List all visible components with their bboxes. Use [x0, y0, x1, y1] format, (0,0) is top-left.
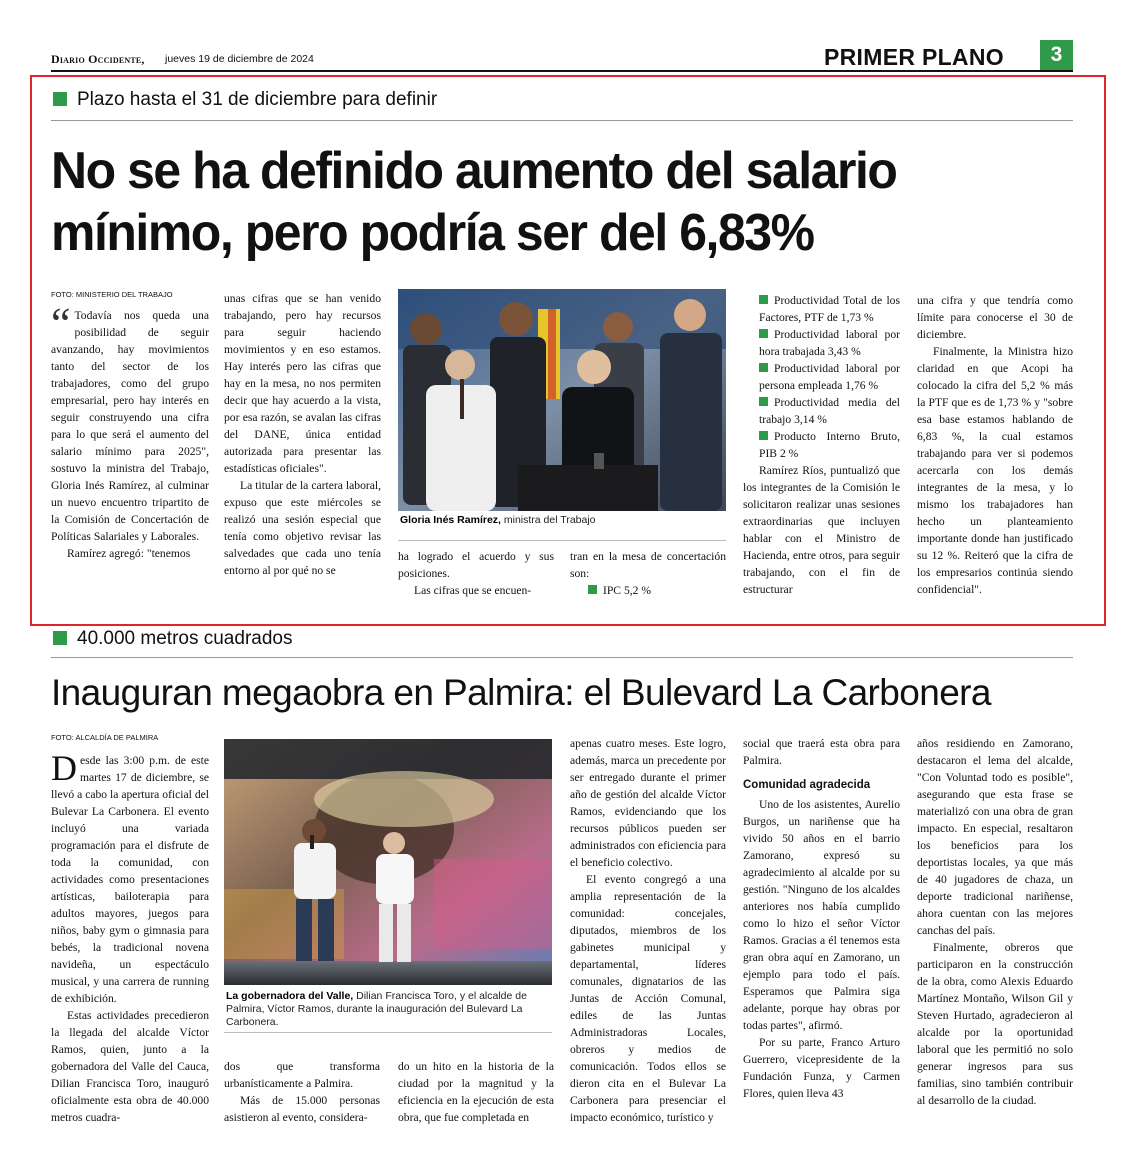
article1-column-5	[743, 292, 900, 598]
article2-col6-p1: años residiendo en Zamorano, destacaron el lema del alcalde, "Con Voluntad todo es posible", asegurando que esta frase se materializó con una obra de gran impacto. En especial, resaltaron los beneficios para los deportistas locales, ya que más de 40 jugadores de chaza, un deporte tradicional nariñense, ahora cuentan con las mejores canchas del país.	[917, 737, 1073, 937]
kicker-rule	[51, 657, 1073, 658]
article2-col5-p1: social que traerá esta obra para Palmira.	[743, 737, 900, 767]
article2-col1-p2: Estas actividades precedieron la llegada del alcalde Víctor Ramos, quien, junto a la gobernadora del Valle del Cauca, Dilian Francisca Toro, inauguró oficialmente esta obra de 40.000 metros cuadra-	[51, 1009, 209, 1124]
article1-photo-caption	[400, 514, 726, 527]
article2-col5-p3: Por su parte, Franco Arturo Guerrero, vicepresidente de la Fundación Funza, y Carmen Flores, quien lleva 43	[743, 1036, 900, 1100]
article1-col1-p1: Todavía nos queda una posibilidad de seguir avanzando, hay movimientos tanto del sector de los trabajadores, como del grupo empresarial, pero hay interés en seguir construyendo una cifra para lo que será el aumento del salario mínimo para 2025", sostuvo la ministra del Trabajo, Gloria Inés Ramírez, al culminar un nuevo encuentro tripartito de la Comisión de Concertación de Políticas Salariales y Laborales.	[51, 309, 209, 543]
article2-caption-text: Dilian Francisca Toro, y el alcalde de Palmira, Víctor Ramos, durante la inauguración del Bulevard La Carbonera.	[226, 990, 527, 1028]
article1-column-6	[917, 292, 1073, 598]
article2-column-6	[917, 735, 1073, 1109]
kicker-square-icon	[53, 631, 67, 645]
article1-kicker-text: Plazo hasta el 31 de diciembre para definir	[77, 89, 438, 110]
article1-col3-p2: Las cifras que se encuen-	[414, 584, 532, 597]
article2-photo-caption	[226, 990, 554, 1029]
article2-col3-p1: do un hito en la historia de la ciudad por la magnitud y la eficiencia en la ejecución de esta obra, que fue completada en	[398, 1060, 554, 1124]
article2-column-3	[398, 1058, 554, 1126]
dropcap: D	[51, 748, 77, 788]
article2-col2-p1: dos que transforma urbanísticamente a Palmira.	[224, 1060, 380, 1090]
article1-photo-credit: FOTO: MINISTERIO DEL TRABAJO	[51, 290, 173, 299]
newspaper-name: Diario Occidente,	[51, 52, 145, 66]
article2-kicker	[53, 628, 292, 650]
article2-col4-p2: El evento congregó a una amplia representación de la comunidad: concejales, diputados, miembros de los gabinetes municipal y departamental, líderes comunales, dignatarios de las Juntas de Acción Comunal, ediles de las Juntas Administradoras Locales, obreros y medios de comunicación. Todos ellos se dieron cita en el Bulevar La Carbonera para presenciar el impacto económico, turístico y	[570, 873, 726, 1124]
article2-column-1	[51, 748, 209, 1126]
article1-column-2	[224, 290, 381, 579]
article1-column-1	[51, 299, 209, 562]
article1-col1-p2: Ramírez agregó: "tenemos	[67, 547, 191, 560]
article2-caption-name: La gobernadora del Valle,	[226, 990, 354, 1002]
article1-col5-bullet5: Producto Interno Bruto, PIB 2 %	[743, 428, 900, 462]
article1-col5-bullet3: Productividad laboral por persona empleada 1,76 %	[743, 360, 900, 394]
article1-caption-name: Gloria Inés Ramírez,	[400, 514, 501, 526]
kicker-rule	[51, 120, 1073, 121]
issue-date: jueves 19 de diciembre de 2024	[165, 53, 314, 65]
kicker-square-icon	[53, 92, 67, 106]
bulevard-inauguration-photo	[224, 739, 552, 985]
page-number-badge: 3	[1040, 40, 1073, 72]
masthead-rule	[51, 70, 1073, 72]
article2-column-5	[743, 735, 900, 1102]
photo-rule	[224, 1032, 552, 1033]
article1-kicker	[53, 89, 437, 111]
article1-col6-p1: una cifra y que tendría como límite para conocerse el 30 de diciembre.	[917, 294, 1073, 341]
article1-col5-bullet2: Productividad laboral por hora trabajada 3,43 %	[743, 326, 900, 360]
article2-col2-p2: Más de 15.000 personas asistieron al evento, considera-	[224, 1094, 380, 1124]
article1-col4-p1: tran en la mesa de concertación son:	[570, 550, 726, 580]
article2-headline: Inauguran megaobra en Palmira: el Bulevard La Carbonera	[51, 672, 991, 713]
article1-caption-text: ministra del Trabajo	[500, 514, 596, 526]
article2-subhead: Comunidad agradecida	[743, 779, 871, 791]
article2-kicker-text: 40.000 metros cuadrados	[77, 628, 293, 649]
ministry-meeting-photo	[398, 289, 726, 511]
article2-col4-p1: apenas cuatro meses. Este logro, además, marca un precedente por ser entregado durante el primer año de gestión del alcalde Víctor Ramos, evidenciando que los recursos públicos pueden ser administrados con eficiencia para el beneficio colectivo.	[570, 737, 726, 869]
article1-col5-bullet4: Productividad media del trabajo 3,14 %	[743, 394, 900, 428]
article1-column-4	[570, 548, 726, 599]
article2-col6-p2: Finalmente, obreros que participaron en la construcción de la obra, como Alexis Eduardo Martínez Montaño, Wilson Gil y Steven Hurtado, agradecieron al alcalde por la oportunidad laboral que les permitió no solo generar ingresos para sus familias, sino también contribuir al desarrollo de la ciudad.	[917, 941, 1073, 1107]
article1-col6-p2: Finalmente, la Ministra hizo claridad en que Acopi ha colocado la cifra del 5,2 % más la PTF que es de 1,73 % y "sobre esa base estamos hablando de 6,83 %, la cual estamos trabajando para ver si podemos acercarla con los demás integrantes de la mesa, y lo mismo los trabajadores han hecho un planteamiento importante donde han justificado su 12 %. Reiteró que la cifra de los empresarios continúa siendo confidencial".	[917, 345, 1073, 596]
article1-col2-p1: unas cifras que se han venido trabajando, pero hay recursos para seguir haciendo movimientos y en eso estamos. Hay interés pero las cifras que hay en la mesa, no nos permiten decir que hay acuerdo a la vista, por esa razón, se avalan las cifras del DANE, única entidad autorizada para presentar las estadísticas oficiales".	[224, 292, 381, 475]
article2-column-4	[570, 735, 726, 1126]
article1-col3-p1: ha logrado el acuerdo y sus posiciones.	[398, 550, 554, 580]
article1-headline: No se ha definido aumento del salario mínimo, pero podría ser del 6,83%	[51, 142, 897, 262]
section-title: PRIMER PLANO	[824, 44, 1004, 70]
article2-col1-p1: esde las 3:00 p.m. de este martes 17 de diciembre, se llevó a cabo la apertura oficial del Bulevar La Carbonera. El evento incluyó una variada programación para el disfrute de toda la comunidad, con actividades como presentaciones artísticas, bailoterapia para adultos mayores, juegos para niños, baby gym o gimnasia para bebés, la tradicional novena navideña, un espectáculo musical, y una carrera de running de exhibición.	[51, 754, 209, 1005]
article1-col5-p1: Ramírez Ríos, puntualizó que los integrantes de la Comisión le solicitaron realizar unas sesiones extraordinarias que incluyen hablar con el Ministro de Hacienda, entre otros, para seguir trabajando, con el fin de estructurar	[743, 464, 900, 596]
article1-col2-p2: La titular de la cartera laboral, expuso que este miércoles se realizó una sesión especial que tenía como objetivo revisar las salvedades que cada uno tenía entorno al por qué no se	[224, 479, 381, 577]
article2-col5-p2: Uno de los asistentes, Aurelio Burgos, un nariñense que ha vivido 50 años en el barrio Zamorano, expresó su agradecimiento al alcalde por su gestión. "Ninguno de los alcaldes anteriores nos había cumplido como lo hizo el señor Víctor Ramos. Gracias a él tenemos esta gran obra aquí en Zamorano, un ejemplo para todo el país. Esperamos que Palmira siga adelante, porque hay obras por todas partes", afirmó.	[743, 798, 900, 1032]
article1-col4-bullet1: IPC 5,2 %	[570, 582, 726, 599]
article2-column-2	[224, 1058, 380, 1126]
photo-rule	[398, 540, 726, 541]
article1-col5-bullet1: Productividad Total de los Factores, PTF de 1,73 %	[743, 292, 900, 326]
quote-mark-icon: “	[51, 299, 71, 348]
article1-column-3	[398, 548, 554, 599]
article2-photo-credit: FOTO: ALCALDÍA DE PALMIRA	[51, 733, 159, 742]
